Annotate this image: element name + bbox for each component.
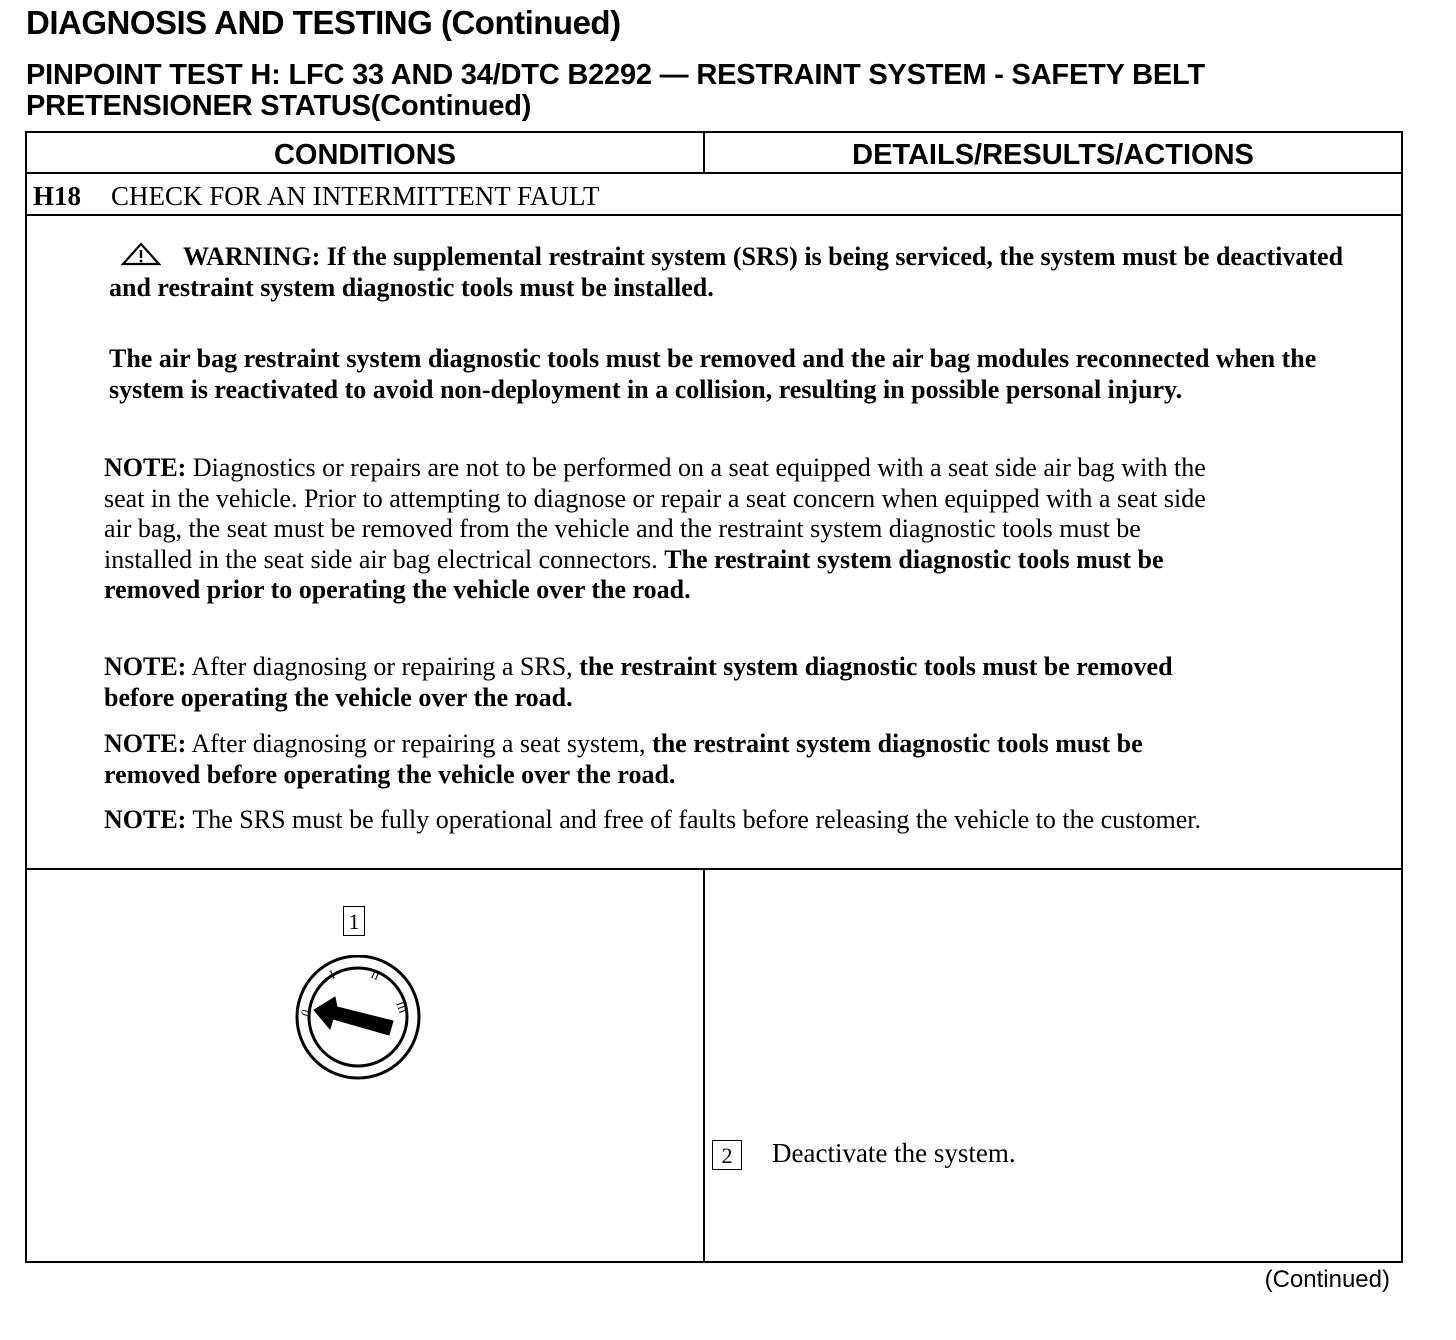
action-step-text: Deactivate the system. <box>772 1138 1016 1168</box>
note-1 <box>104 453 1234 606</box>
note-text: After diagnosing or repairing a seat system, <box>186 729 653 758</box>
note-label: NOTE: <box>104 453 187 482</box>
step-title: CHECK FOR AN INTERMITTENT FAULT <box>111 181 600 211</box>
column-header-details: DETAILS/RESULTS/ACTIONS <box>852 139 1254 171</box>
warning-text-1: WARNING: If the supplemental restraint system (SRS) is being serviced, the system must be deactivated and restraint system diagnostic tools must be installed. <box>109 242 1344 302</box>
warning-block <box>109 241 1349 405</box>
note-2 <box>104 652 1234 713</box>
action-step-number: 2 <box>712 1140 742 1170</box>
ignition-key-off-icon <box>290 955 426 1085</box>
body-column-divider <box>703 868 705 1263</box>
warning-paragraph-1 <box>109 241 1349 303</box>
note-3 <box>104 729 1234 790</box>
pinpoint-test-title-line2: PRETENSIONER STATUS(Continued) <box>26 90 532 122</box>
continued-label: (Continued) <box>1264 1266 1390 1293</box>
note-label: NOTE: <box>104 805 187 834</box>
note-text: After diagnosing or repairing a SRS, <box>186 652 580 681</box>
note-bold-text: the restraint system diagnostic tools must be removed before operating the vehicle over the road. <box>104 652 1173 712</box>
note-bold-text: The restraint system diagnostic tools must be removed prior to operating the vehicle over the road. <box>104 544 1164 604</box>
position-ii-label: II <box>368 967 382 984</box>
pinpoint-test-title <box>26 60 1205 122</box>
note-text: The SRS must be fully operational and free of faults before releasing the vehicle to the customer. <box>186 805 1202 834</box>
notes-divider <box>27 868 1401 870</box>
page-title: DIAGNOSIS AND TESTING (Continued) <box>26 4 621 41</box>
note-label: NOTE: <box>104 729 187 758</box>
column-header-conditions: CONDITIONS <box>273 139 457 171</box>
note-label: NOTE: <box>104 652 187 681</box>
position-off-label: 0 <box>297 1007 313 1019</box>
test-table <box>25 131 1403 1263</box>
position-iii-label: III <box>393 999 411 1016</box>
step-row-divider <box>27 214 1401 216</box>
step-id: H18 <box>33 181 82 211</box>
step-row <box>33 181 600 212</box>
note-bold-text: the restraint system diagnostic tools must be removed before operating the vehicle over the road. <box>104 729 1143 789</box>
pinpoint-test-title-line1: PINPOINT TEST H: LFC 33 AND 34/DTC B2292 — RESTRAINT SYSTEM - SAFETY BELT <box>26 59 1205 91</box>
header-divider <box>27 172 1401 174</box>
warning-triangle-icon <box>121 242 161 266</box>
note-4 <box>104 805 1234 836</box>
key-arrow-icon <box>314 997 393 1035</box>
warning-paragraph-2: The air bag restraint system diagnostic tools must be removed and the air bag modules reconnected when the system is reactivated to avoid non-deployment in a collision, resulting in possible personal injury. <box>109 344 1317 404</box>
note-text: Diagnostics or repairs are not to be performed on a seat equipped with a seat side air bag with the seat in the vehicle. Prior to attempting to diagnose or repair a seat concern when equipped with a seat side air bag, the seat must be removed from the vehicle and the restraint system diagnostic tools must be installed in the seat side air bag electrical connectors. <box>104 453 1206 574</box>
position-i-label: I <box>327 967 337 982</box>
illustration-callout-number: 1 <box>343 906 365 936</box>
